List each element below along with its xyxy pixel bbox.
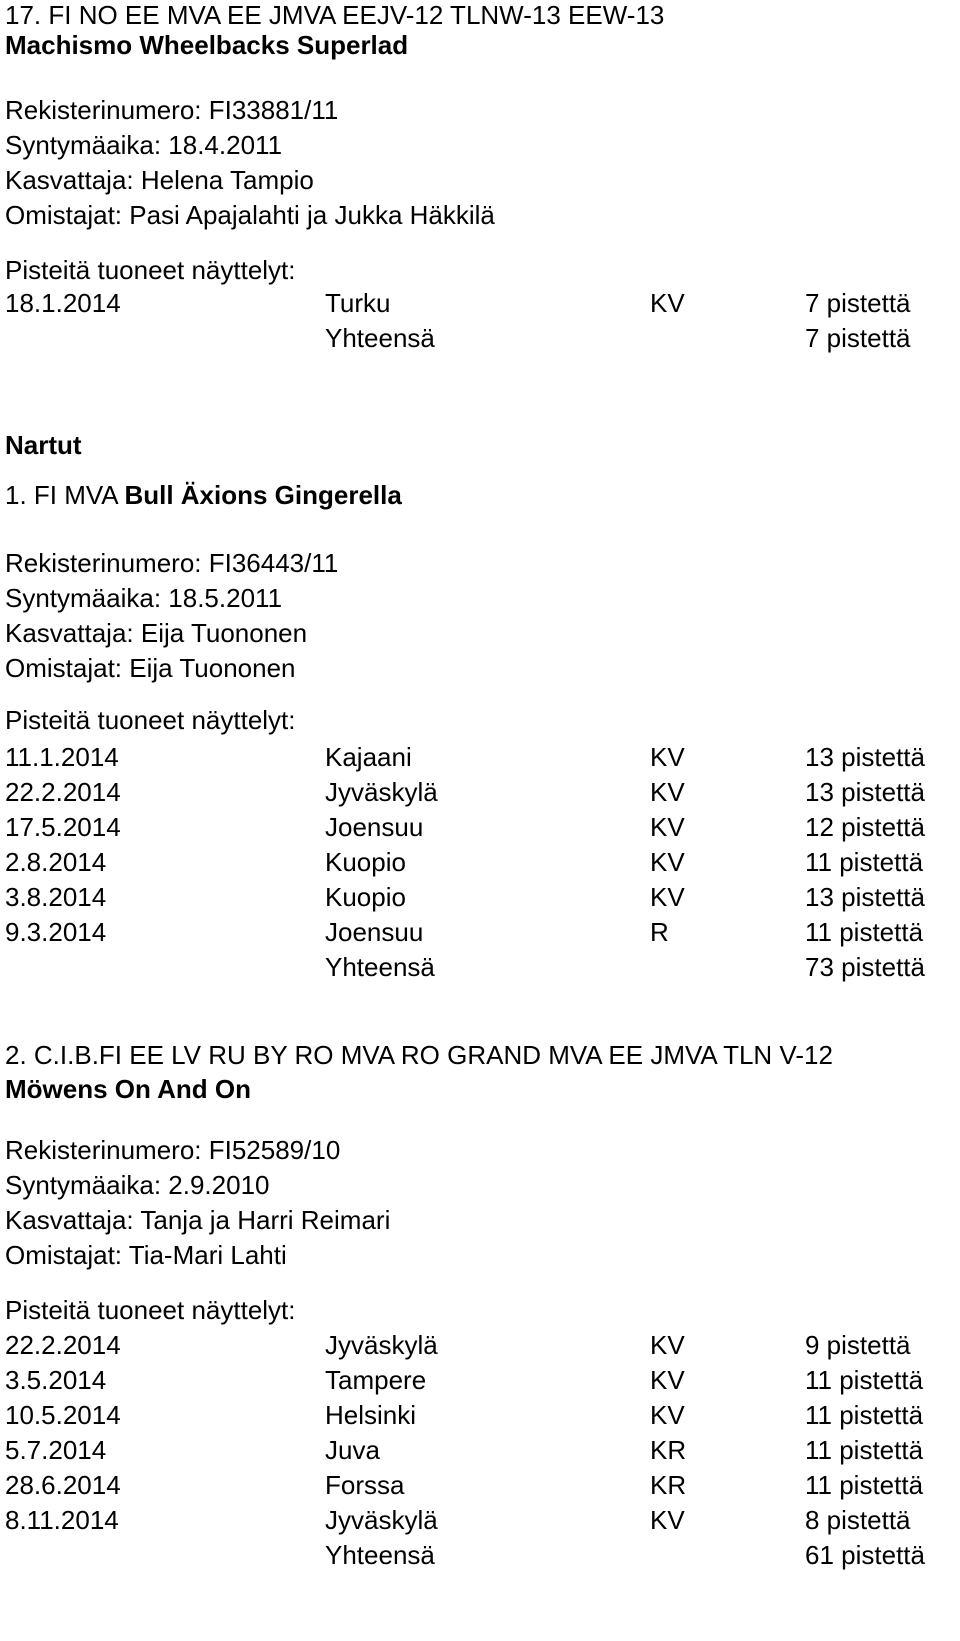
show-city: Jyväskylä	[325, 1330, 438, 1360]
show-points: 11 pistettä	[805, 917, 924, 947]
show-points: 13 pistettä	[805, 777, 925, 807]
show-class: R	[650, 917, 669, 947]
birth-date: Syntymäaika: 18.4.2011	[5, 130, 283, 160]
show-points: 9 pistettä	[805, 1330, 911, 1360]
show-city: Tampere	[325, 1365, 427, 1395]
dog-name: Machismo Wheelbacks Superlad	[5, 30, 409, 60]
show-date: 9.3.2014	[5, 917, 107, 947]
registration-number: Rekisterinumero: FI36443/11	[5, 548, 339, 578]
show-city: Jyväskylä	[325, 1505, 438, 1535]
show-date: 18.1.2014	[5, 288, 121, 318]
show-class: KR	[650, 1435, 687, 1465]
show-class: KV	[650, 812, 685, 842]
breeder: Kasvattaja: Tanja ja Harri Reimari	[5, 1205, 391, 1235]
entry-titles: 2. C.I.B.FI EE LV RU BY RO MVA RO GRAND MVA EE JMVA TLN V-12	[5, 1040, 833, 1070]
show-date: 10.5.2014	[5, 1400, 121, 1430]
entry-titles: 17. FI NO EE MVA EE JMVA EEJV-12 TLNW-13 EEW-13	[5, 0, 665, 30]
owners: Omistajat: Pasi Apajalahti ja Jukka Häkkilä	[5, 200, 495, 230]
show-class: KV	[650, 1330, 685, 1360]
show-date: 2.8.2014	[5, 847, 107, 877]
shows-label: Pisteitä tuoneet näyttelyt:	[5, 1295, 296, 1325]
show-city: Turku	[325, 288, 391, 318]
show-class: KV	[650, 288, 685, 318]
show-class: KV	[650, 742, 685, 772]
show-class: KV	[650, 1365, 685, 1395]
dog-name: Bull Äxions Gingerella	[124, 480, 402, 510]
show-class: KV	[650, 882, 685, 912]
show-city: Joensuu	[325, 917, 424, 947]
show-date: 22.2.2014	[5, 777, 121, 807]
total-label: Yhteensä	[325, 323, 435, 353]
birth-date: Syntymäaika: 18.5.2011	[5, 583, 283, 613]
show-date: 3.8.2014	[5, 882, 107, 912]
show-points: 11 pistettä	[805, 1470, 924, 1500]
section-title: Nartut	[5, 430, 82, 460]
show-city: Kuopio	[325, 882, 406, 912]
show-city: Kuopio	[325, 847, 406, 877]
show-date: 5.7.2014	[5, 1435, 107, 1465]
total-label: Yhteensä	[325, 1540, 435, 1570]
show-city: Joensuu	[325, 812, 424, 842]
total-points: 73 pistettä	[805, 952, 925, 982]
show-points: 12 pistettä	[805, 812, 925, 842]
show-points: 11 pistettä	[805, 1365, 924, 1395]
show-date: 8.11.2014	[5, 1505, 119, 1535]
show-date: 28.6.2014	[5, 1470, 121, 1500]
show-points: 11 pistettä	[805, 847, 924, 877]
registration-number: Rekisterinumero: FI33881/11	[5, 95, 339, 125]
show-class: KV	[650, 777, 685, 807]
show-points: 8 pistettä	[805, 1505, 911, 1535]
total-points: 7 pistettä	[805, 323, 911, 353]
show-city: Forssa	[325, 1470, 405, 1500]
show-points: 13 pistettä	[805, 742, 925, 772]
show-city: Juva	[325, 1435, 380, 1465]
show-class: KV	[650, 847, 685, 877]
show-city: Kajaani	[325, 742, 412, 772]
birth-date: Syntymäaika: 2.9.2010	[5, 1170, 270, 1200]
total-points: 61 pistettä	[805, 1540, 925, 1570]
show-date: 11.1.2014	[5, 742, 119, 772]
dog-name: Möwens On And On	[5, 1074, 252, 1104]
show-date: 3.5.2014	[5, 1365, 107, 1395]
breeder: Kasvattaja: Helena Tampio	[5, 165, 314, 195]
show-points: 11 pistettä	[805, 1435, 924, 1465]
shows-label: Pisteitä tuoneet näyttelyt:	[5, 255, 296, 285]
show-date: 22.2.2014	[5, 1330, 121, 1360]
total-label: Yhteensä	[325, 952, 435, 982]
show-city: Jyväskylä	[325, 777, 438, 807]
registration-number: Rekisterinumero: FI52589/10	[5, 1135, 341, 1165]
show-points: 7 pistettä	[805, 288, 911, 318]
show-points: 11 pistettä	[805, 1400, 924, 1430]
show-class: KV	[650, 1505, 685, 1535]
show-city: Helsinki	[325, 1400, 417, 1430]
show-points: 13 pistettä	[805, 882, 925, 912]
entry-prefix: 1. FI MVA	[5, 480, 125, 510]
owners: Omistajat: Tia-Mari Lahti	[5, 1240, 287, 1270]
owners: Omistajat: Eija Tuononen	[5, 653, 296, 683]
show-class: KR	[650, 1470, 687, 1500]
breeder: Kasvattaja: Eija Tuononen	[5, 618, 308, 648]
shows-label: Pisteitä tuoneet näyttelyt:	[5, 705, 296, 735]
entry-titles	[5, 480, 402, 510]
show-class: KV	[650, 1400, 685, 1430]
show-date: 17.5.2014	[5, 812, 121, 842]
